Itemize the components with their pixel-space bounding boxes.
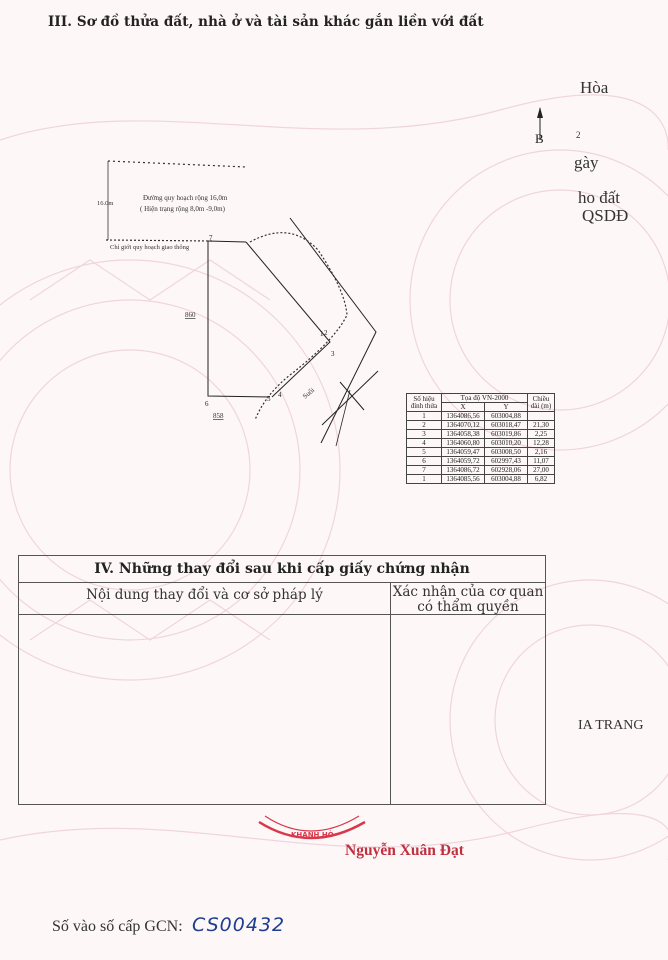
table-row	[407, 421, 555, 430]
cell-len: 21,30	[528, 421, 555, 430]
changes-column	[19, 582, 391, 804]
table-row	[407, 448, 555, 457]
stream-label: Suối	[301, 386, 317, 401]
cell-x: 1364086,72	[442, 466, 485, 475]
table-row	[407, 439, 555, 448]
header-x: X	[442, 403, 485, 412]
point-2-label: 2	[324, 329, 328, 337]
cell-len: 11,07	[528, 457, 555, 466]
fragment-ngay: gày	[574, 153, 599, 172]
cell-x: 1364060,80	[442, 439, 485, 448]
confirmation-header-line2: có thẩm quyền	[417, 599, 519, 615]
cell-x: 1364059,72	[442, 457, 485, 466]
cell-len: 2,25	[528, 430, 555, 439]
point-7-label: 7	[209, 234, 213, 242]
cell-pt: 1	[407, 412, 442, 421]
fragment-do-dat: ho đất	[578, 188, 621, 207]
cell-pt: 2	[407, 421, 442, 430]
point-5-label: 5	[267, 395, 271, 403]
table-row	[407, 475, 555, 484]
header-point: Số hiệu đỉnh thửa	[407, 394, 442, 412]
stamp-text: KHÁNH HÒ	[291, 831, 334, 839]
cell-y: 603004,88	[485, 412, 528, 421]
section-3-title: III. Sơ đồ thửa đất, nhà ở và tài sản khác gắn liền với đất	[48, 14, 484, 30]
cell-x: 1364085,56	[442, 475, 485, 484]
cell-x: 1364058,38	[442, 430, 485, 439]
cell-y: 602997,43	[485, 457, 528, 466]
fragment-qsdd: QSDĐ	[582, 206, 629, 225]
cell-y: 603004,88	[485, 475, 528, 484]
section-4-box	[18, 555, 546, 805]
cell-len: 12,28	[528, 439, 555, 448]
point-1-label: 1	[320, 330, 324, 338]
cell-pt: 4	[407, 439, 442, 448]
cell-x: 1364070,12	[442, 421, 485, 430]
road-label-1: Đường quy hoạch rộng 16,0m	[143, 194, 228, 202]
planning-boundary-label: Chỉ giới quy hoạch giao thông	[110, 244, 190, 251]
table-row	[407, 457, 555, 466]
fragment-nha-trang: IA TRANG	[578, 718, 644, 733]
cell-len	[528, 412, 555, 421]
point-3-label: 3	[331, 350, 335, 358]
cell-x: 1364086,56	[442, 412, 485, 421]
cell-len: 2,16	[528, 448, 555, 457]
point-4-label: 4	[278, 391, 282, 399]
header-y: Y	[485, 403, 528, 412]
road-edge-top	[108, 161, 246, 167]
cell-pt: 3	[407, 430, 442, 439]
road-label-2: ( Hiện trạng rộng 8,0m -9,0m)	[140, 205, 225, 213]
parcel-860-label: 860	[185, 311, 196, 319]
confirmation-header	[391, 582, 545, 615]
table-row	[407, 412, 555, 421]
cell-y: 602928,06	[485, 466, 528, 475]
changes-header: Nội dung thay đổi và cơ sở pháp lý	[19, 582, 390, 615]
parcel-boundary-left	[208, 241, 270, 397]
fragment-two: 2	[576, 130, 581, 140]
planning-boundary-line	[106, 240, 212, 241]
cell-len: 27,00	[528, 466, 555, 475]
section-4-title: IV. Những thay đổi sau khi cấp giấy chứng nhận	[19, 556, 545, 583]
confirmation-column	[391, 582, 545, 804]
cell-pt: 6	[407, 457, 442, 466]
cell-pt: 1	[407, 475, 442, 484]
cell-y: 603010,20	[485, 439, 528, 448]
cell-y: 603008,50	[485, 448, 528, 457]
table-row	[407, 430, 555, 439]
north-label: B	[535, 131, 544, 146]
parcel-858-label: 858	[213, 412, 224, 420]
cell-x: 1364059,47	[442, 448, 485, 457]
signer-name: Nguyễn Xuân Đạt	[345, 842, 464, 859]
stream-line	[250, 233, 347, 420]
cell-y: 603018,47	[485, 421, 528, 430]
cell-pt: 7	[407, 466, 442, 475]
header-length: Chiều dài (m)	[528, 394, 555, 412]
parcel-boundary-right	[246, 242, 330, 397]
point-6-label: 6	[205, 400, 209, 408]
cell-len: 6,82	[528, 475, 555, 484]
registry-label: Số vào số cấp GCN:	[52, 918, 183, 935]
cell-y: 603019,86	[485, 430, 528, 439]
header-coord: Tọa độ VN-2000	[442, 394, 528, 403]
coordinate-table	[406, 393, 555, 484]
fragment-hoa: Hòa	[580, 78, 609, 97]
registry-number: CS00432	[192, 914, 286, 936]
road-width-label: 16.0m	[97, 200, 114, 207]
table-row	[407, 466, 555, 475]
confirmation-header-line1: Xác nhận của cơ quan	[392, 584, 544, 600]
cell-pt: 5	[407, 448, 442, 457]
